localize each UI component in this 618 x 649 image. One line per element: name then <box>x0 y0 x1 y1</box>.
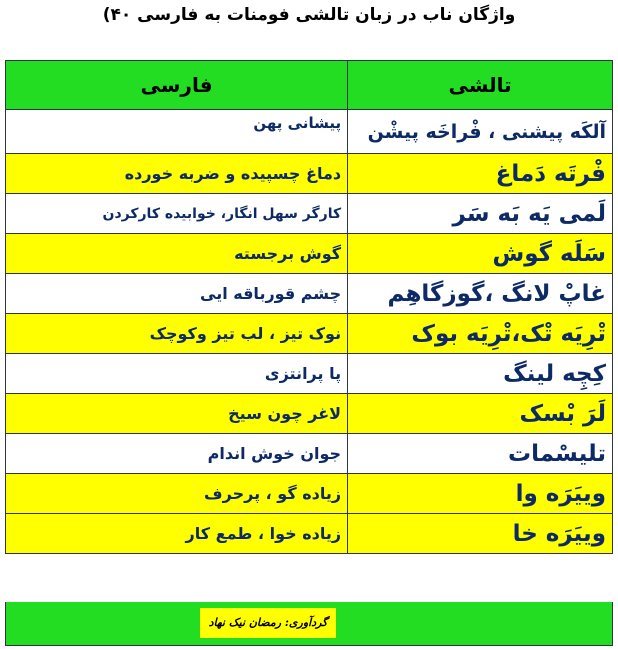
talishi-word: لَمی یَه بَه سَر <box>348 194 613 234</box>
talishi-word: غاپْ لانگ ،گوزگاهِم <box>348 274 613 314</box>
talishi-word: وییَرَه وا <box>348 474 613 514</box>
table-row <box>6 234 613 274</box>
talishi-word: لَرَ بْسک <box>348 394 613 434</box>
vocabulary-table <box>5 60 613 554</box>
farsi-meaning: کارگر سهل انگار، خوابیده کارکردن <box>6 194 348 234</box>
credit-label: گردآوری: رمضان نیک نهاد <box>200 608 336 638</box>
page-title: واژگان ناب در زبان تالشی فومنات به فارسی ۴۰) <box>102 5 516 25</box>
farsi-meaning: پیشانی پهن <box>6 110 348 154</box>
talishi-word: وییَرَه خا <box>348 514 613 554</box>
farsi-meaning: دماغ چسپیده و ضربه خورده <box>6 154 348 194</box>
farsi-meaning: نوک تیز ، لب تیز وکوچک <box>6 314 348 354</box>
farsi-meaning: زیاده گو ، پرحرف <box>6 474 348 514</box>
farsi-meaning: پا پرانتزی <box>6 354 348 394</box>
table-footer <box>5 602 613 646</box>
talishi-word: سَلَه گوش <box>348 234 613 274</box>
talishi-word: تْرِیَه تْک،تْرِیَه بوک <box>348 314 613 354</box>
table-header-row <box>6 61 613 110</box>
table-row <box>6 514 613 554</box>
talishi-word: آلکَه پیشنی ، فْراخَه پیشْن <box>348 110 613 154</box>
table-row <box>6 314 613 354</box>
table-row <box>6 354 613 394</box>
farsi-meaning: جوان خوش اندام <box>6 434 348 474</box>
talishi-word: تلیسْمات <box>348 434 613 474</box>
farsi-meaning: زیاده خوا ، طمع کار <box>6 514 348 554</box>
header-talishi: تالشی <box>348 61 613 110</box>
table-row <box>6 394 613 434</box>
table-row <box>6 154 613 194</box>
farsi-meaning: لاغر چون سیخ <box>6 394 348 434</box>
table-row <box>6 434 613 474</box>
talishi-word: فْرتَه دَماغ <box>348 154 613 194</box>
table-row <box>6 274 613 314</box>
header-farsi: فارسی <box>6 61 348 110</box>
farsi-meaning: گوش برجسته <box>6 234 348 274</box>
table-row <box>6 474 613 514</box>
farsi-meaning: چشم قورباقه ایی <box>6 274 348 314</box>
table-row <box>6 194 613 234</box>
talishi-word: کِچِه لینگ <box>348 354 613 394</box>
table-row <box>6 110 613 154</box>
